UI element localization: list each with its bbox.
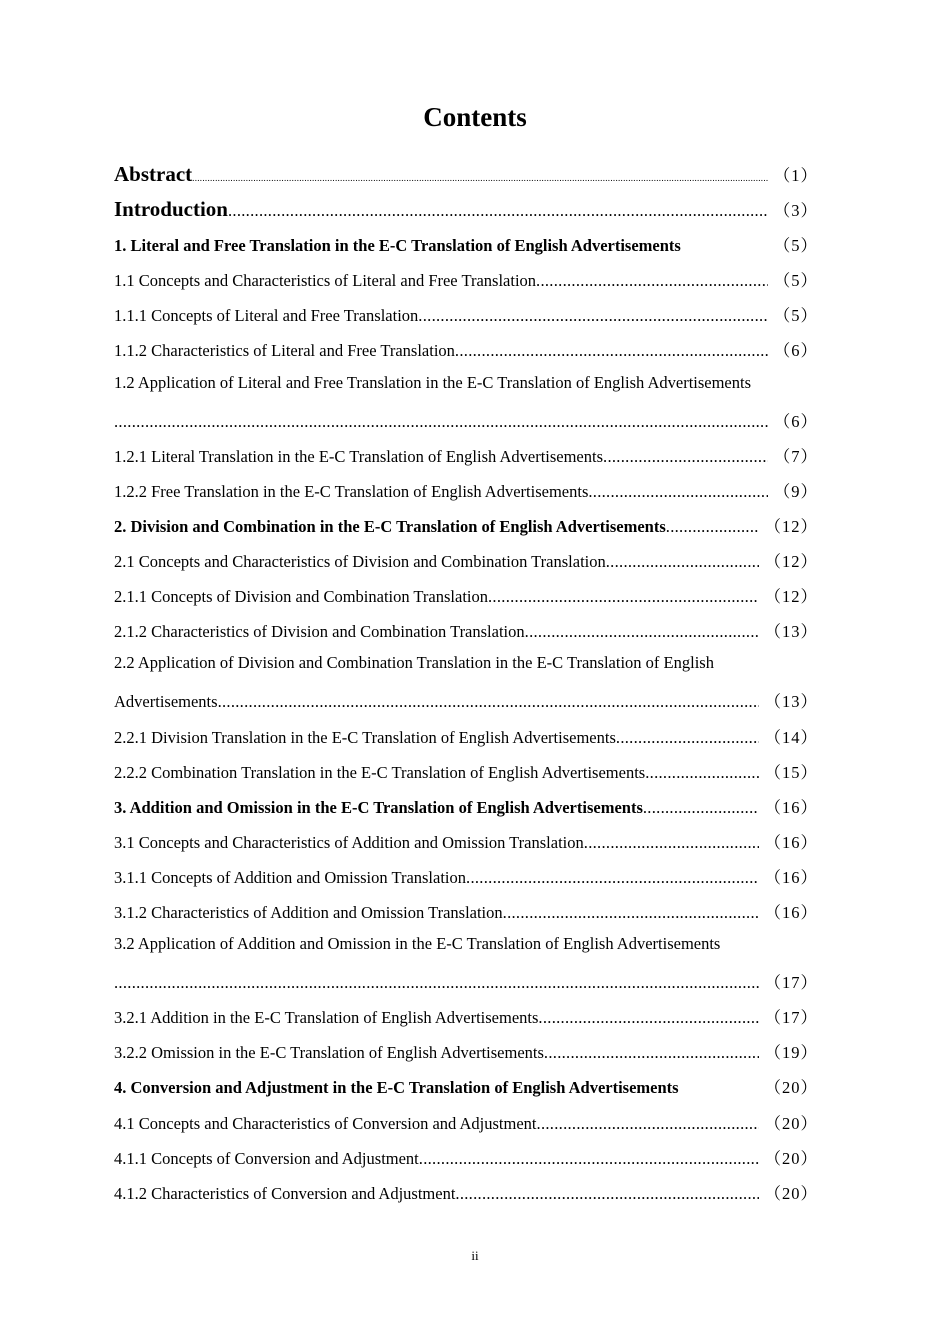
toc-entry-page: （16） — [764, 902, 818, 922]
toc-entry-page: （1） — [773, 166, 818, 185]
toc-entry-page: （16） — [764, 797, 818, 817]
dot-leader — [538, 1008, 758, 1028]
toc-entry[interactable] — [114, 337, 840, 372]
toc-entry[interactable] — [114, 513, 840, 548]
dot-leader — [192, 173, 768, 183]
page-title: Contents — [423, 102, 527, 132]
toc-entry[interactable] — [114, 1180, 840, 1215]
dot-leader — [616, 728, 759, 748]
dot-leader — [606, 552, 759, 572]
dot-leader — [544, 1043, 759, 1063]
toc-entry-page: （16） — [764, 832, 818, 852]
toc-entry[interactable] — [114, 408, 840, 443]
toc-entry-page: （9） — [773, 481, 818, 501]
toc-entry[interactable] — [114, 1039, 840, 1074]
dot-leader — [525, 622, 759, 642]
toc-entry-title: 3.2.2 Omission in the E-C Translation of English Advertisements — [114, 1043, 544, 1063]
toc-entry[interactable] — [114, 1110, 840, 1145]
toc-entry-title: 3.2 Application of Addition and Omission in the E-C Translation of English Advertisements — [114, 934, 721, 954]
toc-entry-title: Abstract — [114, 162, 193, 186]
toc-entry-page: （3） — [773, 201, 818, 221]
table-of-contents — [114, 162, 840, 1215]
dot-leader — [537, 1114, 759, 1134]
dot-leader — [536, 271, 768, 291]
toc-entry-title: 1. Literal and Free Translation in the E-C Translation of English Advertisements — [114, 236, 681, 256]
toc-entry-title: 3.1.2 Characteristics of Addition and Omission Translation — [114, 902, 503, 922]
toc-entry-page: （12） — [764, 552, 818, 572]
toc-entry-title: 2.1 Concepts and Characteristics of Division and Combination Translation — [114, 552, 606, 572]
toc-entry-title: 1.1.1 Concepts of Literal and Free Translation — [114, 306, 419, 326]
toc-entry-title: 1.2.2 Free Translation in the E-C Translation of English Advertisements — [114, 481, 589, 501]
dot-leader — [455, 1184, 758, 1204]
toc-entry[interactable] — [114, 232, 840, 267]
dot-leader — [666, 517, 759, 537]
dot-leader — [419, 1149, 759, 1169]
toc-entry-title: 2.2 Application of Division and Combination Translation in the E-C Translation of English — [114, 653, 714, 673]
toc-entry[interactable] — [114, 864, 840, 899]
toc-entry[interactable] — [114, 759, 840, 794]
toc-entry[interactable] — [114, 724, 840, 759]
toc-entry[interactable] — [114, 1004, 840, 1039]
toc-entry[interactable] — [114, 688, 840, 723]
toc-entry-page: （6） — [773, 341, 818, 361]
toc-entry-title: 2.2.1 Division Translation in the E-C Translation of English Advertisements — [114, 727, 616, 747]
toc-entry-title: Introduction — [114, 197, 228, 222]
toc-entry[interactable] — [114, 1145, 840, 1180]
toc-entry-title: 2.1.1 Concepts of Division and Combination Translation — [114, 587, 488, 607]
toc-entry-page: （7） — [773, 446, 818, 466]
toc-entry[interactable] — [114, 618, 840, 653]
toc-entry-title: 4. Conversion and Adjustment in the E-C Translation of English Advertisements — [114, 1078, 679, 1098]
dot-leader — [503, 903, 759, 923]
toc-entry[interactable] — [114, 794, 840, 829]
dot-leader — [643, 798, 759, 818]
toc-entry-title: 3. Addition and Omission in the E-C Translation of English Advertisements — [114, 797, 643, 817]
toc-entry[interactable] — [114, 1074, 840, 1109]
toc-entry[interactable] — [114, 302, 840, 337]
toc-entry[interactable] — [114, 583, 840, 618]
toc-entry[interactable] — [114, 829, 840, 864]
toc-entry[interactable] — [114, 653, 840, 688]
toc-entry-page: （20） — [764, 1078, 818, 1098]
toc-entry-title: 3.1.1 Concepts of Addition and Omission Translation — [114, 867, 467, 887]
toc-entry-title: 3.1 Concepts and Characteristics of Addition and Omission Translation — [114, 832, 584, 852]
toc-entry[interactable] — [114, 443, 840, 478]
toc-entry-title: 4.1.2 Characteristics of Conversion and Adjustment — [114, 1183, 456, 1203]
toc-entry-page: （5） — [773, 306, 818, 326]
toc-entry-title: 2.1.2 Characteristics of Division and Combination Translation — [114, 622, 525, 642]
toc-entry-page: （16） — [764, 867, 818, 887]
dot-leader — [584, 833, 759, 853]
toc-entry-page: （19） — [764, 1043, 818, 1063]
toc-entry-page: （13） — [764, 622, 818, 642]
toc-entry[interactable] — [114, 478, 840, 513]
toc-entry-title: 4.1.1 Concepts of Conversion and Adjustment — [114, 1148, 419, 1168]
dot-leader — [466, 868, 758, 888]
toc-entry[interactable] — [114, 373, 840, 408]
toc-entry-page: （5） — [773, 236, 818, 256]
page-number: ii — [471, 1248, 479, 1263]
dot-leader — [588, 482, 767, 502]
dot-leader — [488, 587, 759, 607]
toc-entry[interactable] — [114, 548, 840, 583]
dot-leader — [455, 341, 768, 361]
dot-leader — [114, 973, 759, 993]
toc-entry[interactable] — [114, 899, 840, 934]
toc-entry-page: （17） — [764, 973, 818, 993]
toc-entry-page: （12） — [764, 516, 818, 536]
toc-entry-page: （14） — [764, 727, 818, 747]
toc-entry-title: 1.2 Application of Literal and Free Translation in the E-C Translation of English Advertisements — [114, 372, 752, 392]
toc-entry-title: 3.2.1 Addition in the E-C Translation of English Advertisements — [114, 1008, 539, 1028]
toc-entry-page: （12） — [764, 587, 818, 607]
toc-entry-page: （13） — [764, 692, 818, 712]
toc-entry-page: （6） — [773, 411, 818, 431]
toc-entry-title: Advertisements — [114, 692, 218, 712]
toc-entry[interactable] — [114, 934, 840, 969]
toc-entry-title: 1.2.1 Literal Translation in the E-C Translation of English Advertisements — [114, 446, 604, 466]
toc-entry-page: （15） — [764, 762, 818, 782]
toc-entry-page: （17） — [764, 1008, 818, 1028]
dot-leader — [603, 447, 768, 467]
toc-entry-title: 2. Division and Combination in the E-C Translation of English Advertisements — [114, 516, 666, 536]
dot-leader — [228, 201, 768, 221]
toc-entry-title: 1.1 Concepts and Characteristics of Literal and Free Translation — [114, 271, 537, 291]
toc-entry[interactable] — [114, 197, 840, 232]
dot-leader — [218, 692, 759, 712]
dot-leader — [114, 412, 768, 432]
toc-entry-page: （20） — [764, 1183, 818, 1203]
toc-entry-title: 1.1.2 Characteristics of Literal and Free Translation — [114, 341, 455, 361]
toc-entry-page: （20） — [764, 1113, 818, 1133]
toc-entry-page: （5） — [773, 271, 818, 291]
toc-entry[interactable] — [114, 267, 840, 302]
toc-entry[interactable] — [114, 162, 840, 197]
dot-leader — [645, 763, 758, 783]
toc-entry-page: （20） — [764, 1148, 818, 1168]
toc-entry-title: 4.1 Concepts and Characteristics of Conversion and Adjustment — [114, 1113, 537, 1133]
toc-entry-title: 2.2.2 Combination Translation in the E-C Translation of English Advertisements — [114, 762, 646, 782]
dot-leader — [418, 306, 767, 326]
toc-entry[interactable] — [114, 969, 840, 1004]
